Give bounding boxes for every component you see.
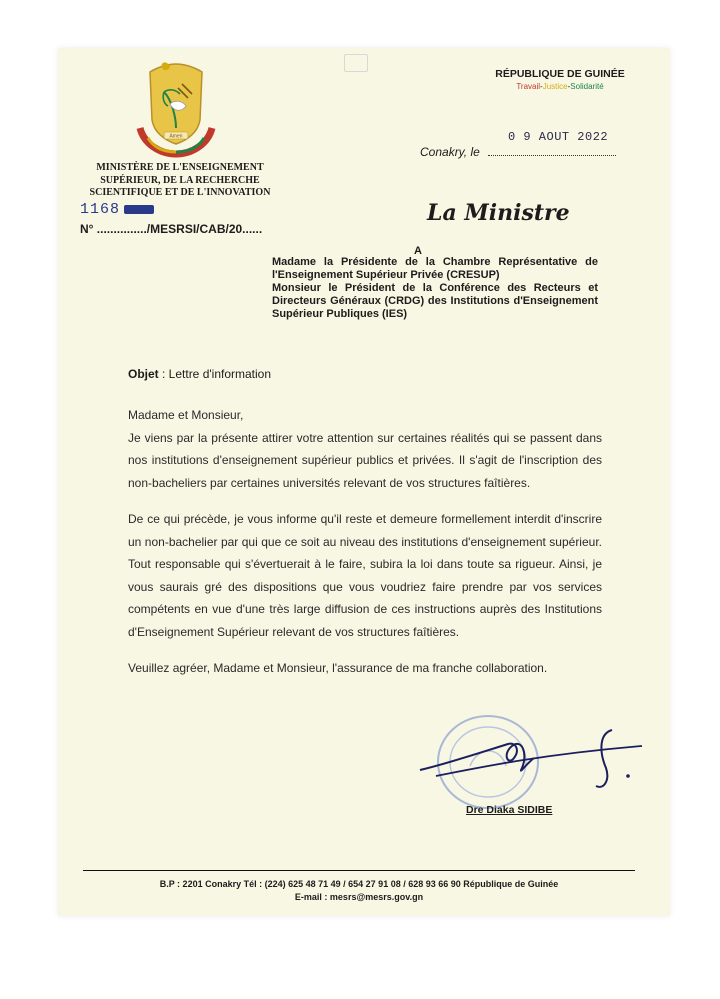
body-paragraph: De ce qui précède, je vous informe qu'il reste et demeure formellement interdit d'inscrire un non-bachelier par qui que ce soit au niveau des institutions d'enseignement supérieur. Tout responsable qui s'évertuerait à le faire, subira la loi dans toute sa rigueur. Ainsi, je vous saurais gré des dispositions que vous voudriez faire prendre par vos services compétents en vue d'une très large diffusion de ces instructions auprès des Institutions d'Enseignement Supérieur relevant de vos structures faîtières. (128, 512, 602, 639)
reference-stamp-number: 1168 (80, 201, 121, 218)
staple-mark (344, 54, 368, 72)
ministry-line: SCIENTIFIQUE ET DE L'INNOVATION (89, 187, 271, 198)
letter-object (128, 367, 271, 381)
ministry-header (80, 162, 280, 200)
footer (83, 878, 635, 904)
object-label: Objet (128, 367, 159, 381)
footer-email: E-mail : mesrs@mesrs.gov.gn (294, 892, 424, 902)
date-line (488, 155, 616, 156)
addressee-paragraph: Monsieur le Président de la Conférence des Recteurs et Directeurs Généraux (CRDG) des Institutions d'Enseignement Supérieur Publiques (IES) (272, 282, 598, 320)
ink-smudge (124, 205, 154, 214)
svg-text:Amen: Amen (169, 133, 183, 140)
ministry-line: MINISTÈRE DE L'ENSEIGNEMENT (96, 162, 264, 173)
body-paragraph: Je viens par la présente attirer votre attention sur certaines réalités qui se passent dans nos institutions d'enseignement supérieur publics et privées. Il s'agit de l'inscription des non-bacheliers par certaines universités relevant de vos structures faîtières. (128, 430, 602, 490)
motto-part: Justice (542, 82, 568, 91)
body-paragraph: Veuillez agréer, Madame et Monsieur, l'assurance de ma franche collaboration. (128, 661, 548, 675)
date-stamp: 0 9 AOUT 2022 (508, 130, 609, 144)
addressee-to: A (414, 245, 422, 257)
letter-body (128, 404, 602, 694)
object-text: : Lettre d'information (158, 367, 272, 381)
footer-divider (83, 870, 635, 871)
signatory-name: Dre Diaka SIDIBE (466, 804, 553, 816)
reference-stamp (80, 201, 154, 218)
motto-part: Travail (516, 82, 541, 91)
coat-of-arms-emblem (130, 58, 222, 158)
motto-separator: - (540, 82, 543, 91)
motto-part: Solidarité (570, 82, 604, 91)
addressee-block (272, 256, 598, 321)
reference-number: N° .............../MESRSI/CAB/20...... (80, 222, 263, 236)
minister-title: La Ministre (427, 200, 570, 226)
ministry-line: SUPÉRIEUR, DE LA RECHERCHE (100, 174, 260, 186)
salutation: Madame et Monsieur, (128, 408, 244, 422)
motto-separator: - (567, 82, 571, 91)
date-place: Conakry, le (420, 145, 480, 159)
handwritten-signature (416, 724, 648, 798)
national-motto (480, 82, 640, 91)
footer-address: B.P : 2201 Conakry Tél : (224) 625 48 71 49 / 654 27 91 08 / 628 93 66 90 République de Guinée (159, 879, 559, 889)
republic-title: RÉPUBLIQUE DE GUINÉE (495, 68, 625, 80)
addressee-paragraph: Madame la Présidente de la Chambre Représentative de l'Enseignement Supérieur Privée (CRESUP) (272, 256, 598, 281)
